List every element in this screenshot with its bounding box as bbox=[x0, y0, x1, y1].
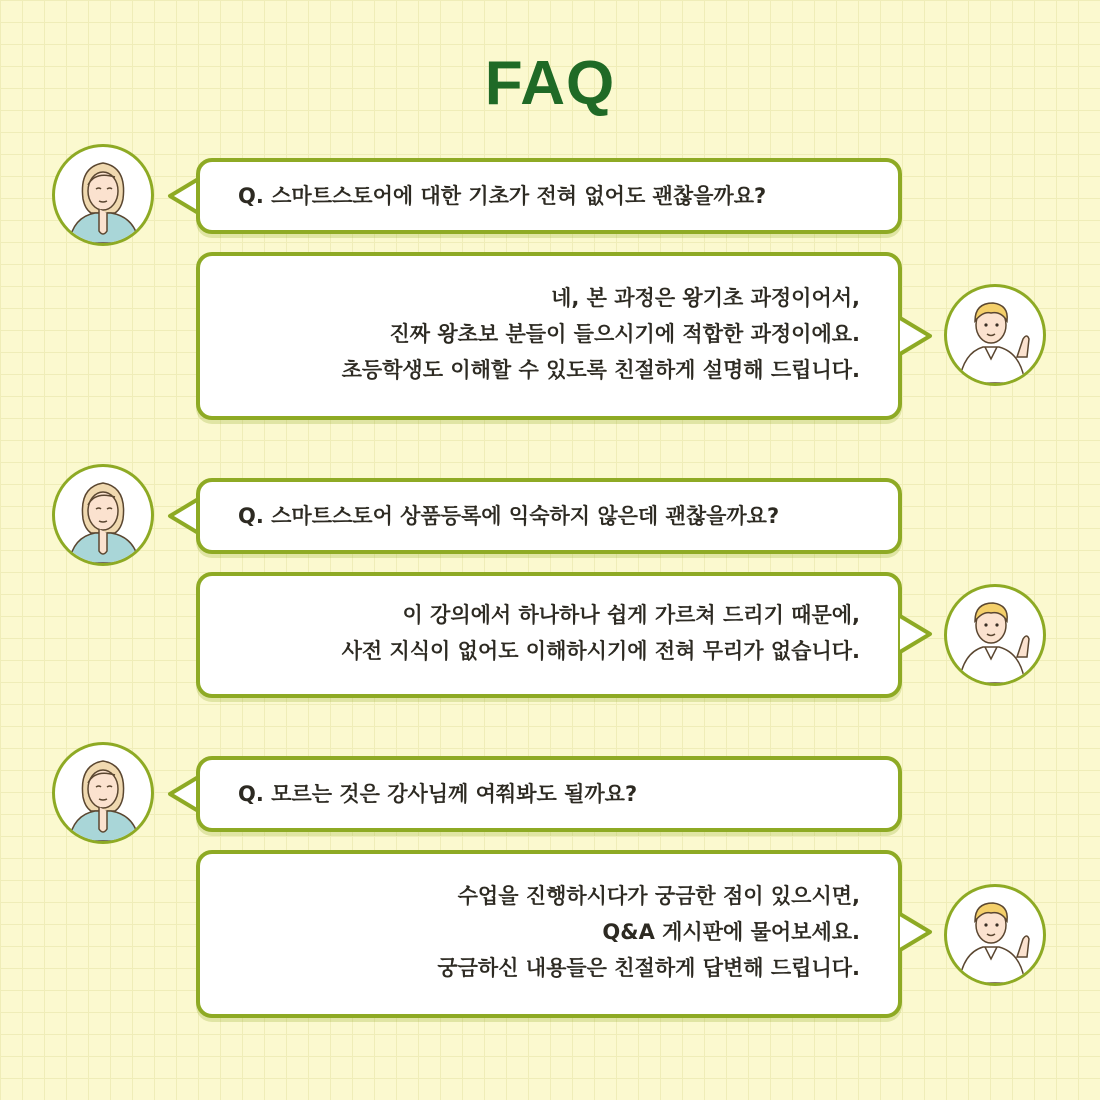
man-avatar bbox=[944, 884, 1046, 986]
question-bubble bbox=[196, 158, 902, 234]
bubble-tail bbox=[898, 316, 934, 356]
question-bubble bbox=[196, 756, 902, 832]
answer-line: 이 강의에서 하나하나 쉽게 가르쳐 드리기 때문에, bbox=[402, 603, 860, 627]
answer-line: Q&A 게시판에 물어보세요. bbox=[602, 920, 860, 944]
question-text: Q. 모르는 것은 강사님께 여쭤봐도 될까요? bbox=[238, 782, 638, 806]
woman-avatar bbox=[52, 464, 154, 566]
woman-avatar bbox=[52, 742, 154, 844]
answer-bubble bbox=[196, 252, 902, 420]
answer-line: 초등학생도 이해할 수 있도록 친절하게 설명해 드립니다. bbox=[341, 358, 860, 382]
bubble-tail bbox=[898, 912, 934, 952]
answer-line: 진짜 왕초보 분들이 들으시기에 적합한 과정이에요. bbox=[389, 322, 860, 346]
page-title: FAQ bbox=[484, 49, 616, 118]
answer-bubble bbox=[196, 572, 902, 698]
answer-line: 사전 지식이 없어도 이해하시기에 전혀 무리가 없습니다. bbox=[341, 639, 860, 663]
man-avatar bbox=[944, 284, 1046, 386]
man-avatar bbox=[944, 584, 1046, 686]
answer-line: 네, 본 과정은 왕기초 과정이어서, bbox=[551, 286, 860, 310]
question-text: Q. 스마트스토어에 대한 기초가 전혀 없어도 괜찮을까요? bbox=[238, 184, 767, 208]
bubble-tail bbox=[898, 614, 934, 654]
answer-line: 수업을 진행하시다가 궁금한 점이 있으시면, bbox=[457, 884, 860, 908]
question-text: Q. 스마트스토어 상품등록에 익숙하지 않은데 괜찮을까요? bbox=[238, 504, 780, 528]
answer-bubble bbox=[196, 850, 902, 1018]
question-bubble bbox=[196, 478, 902, 554]
woman-avatar bbox=[52, 144, 154, 246]
answer-line: 궁금하신 내용들은 친절하게 답변해 드립니다. bbox=[437, 956, 860, 980]
